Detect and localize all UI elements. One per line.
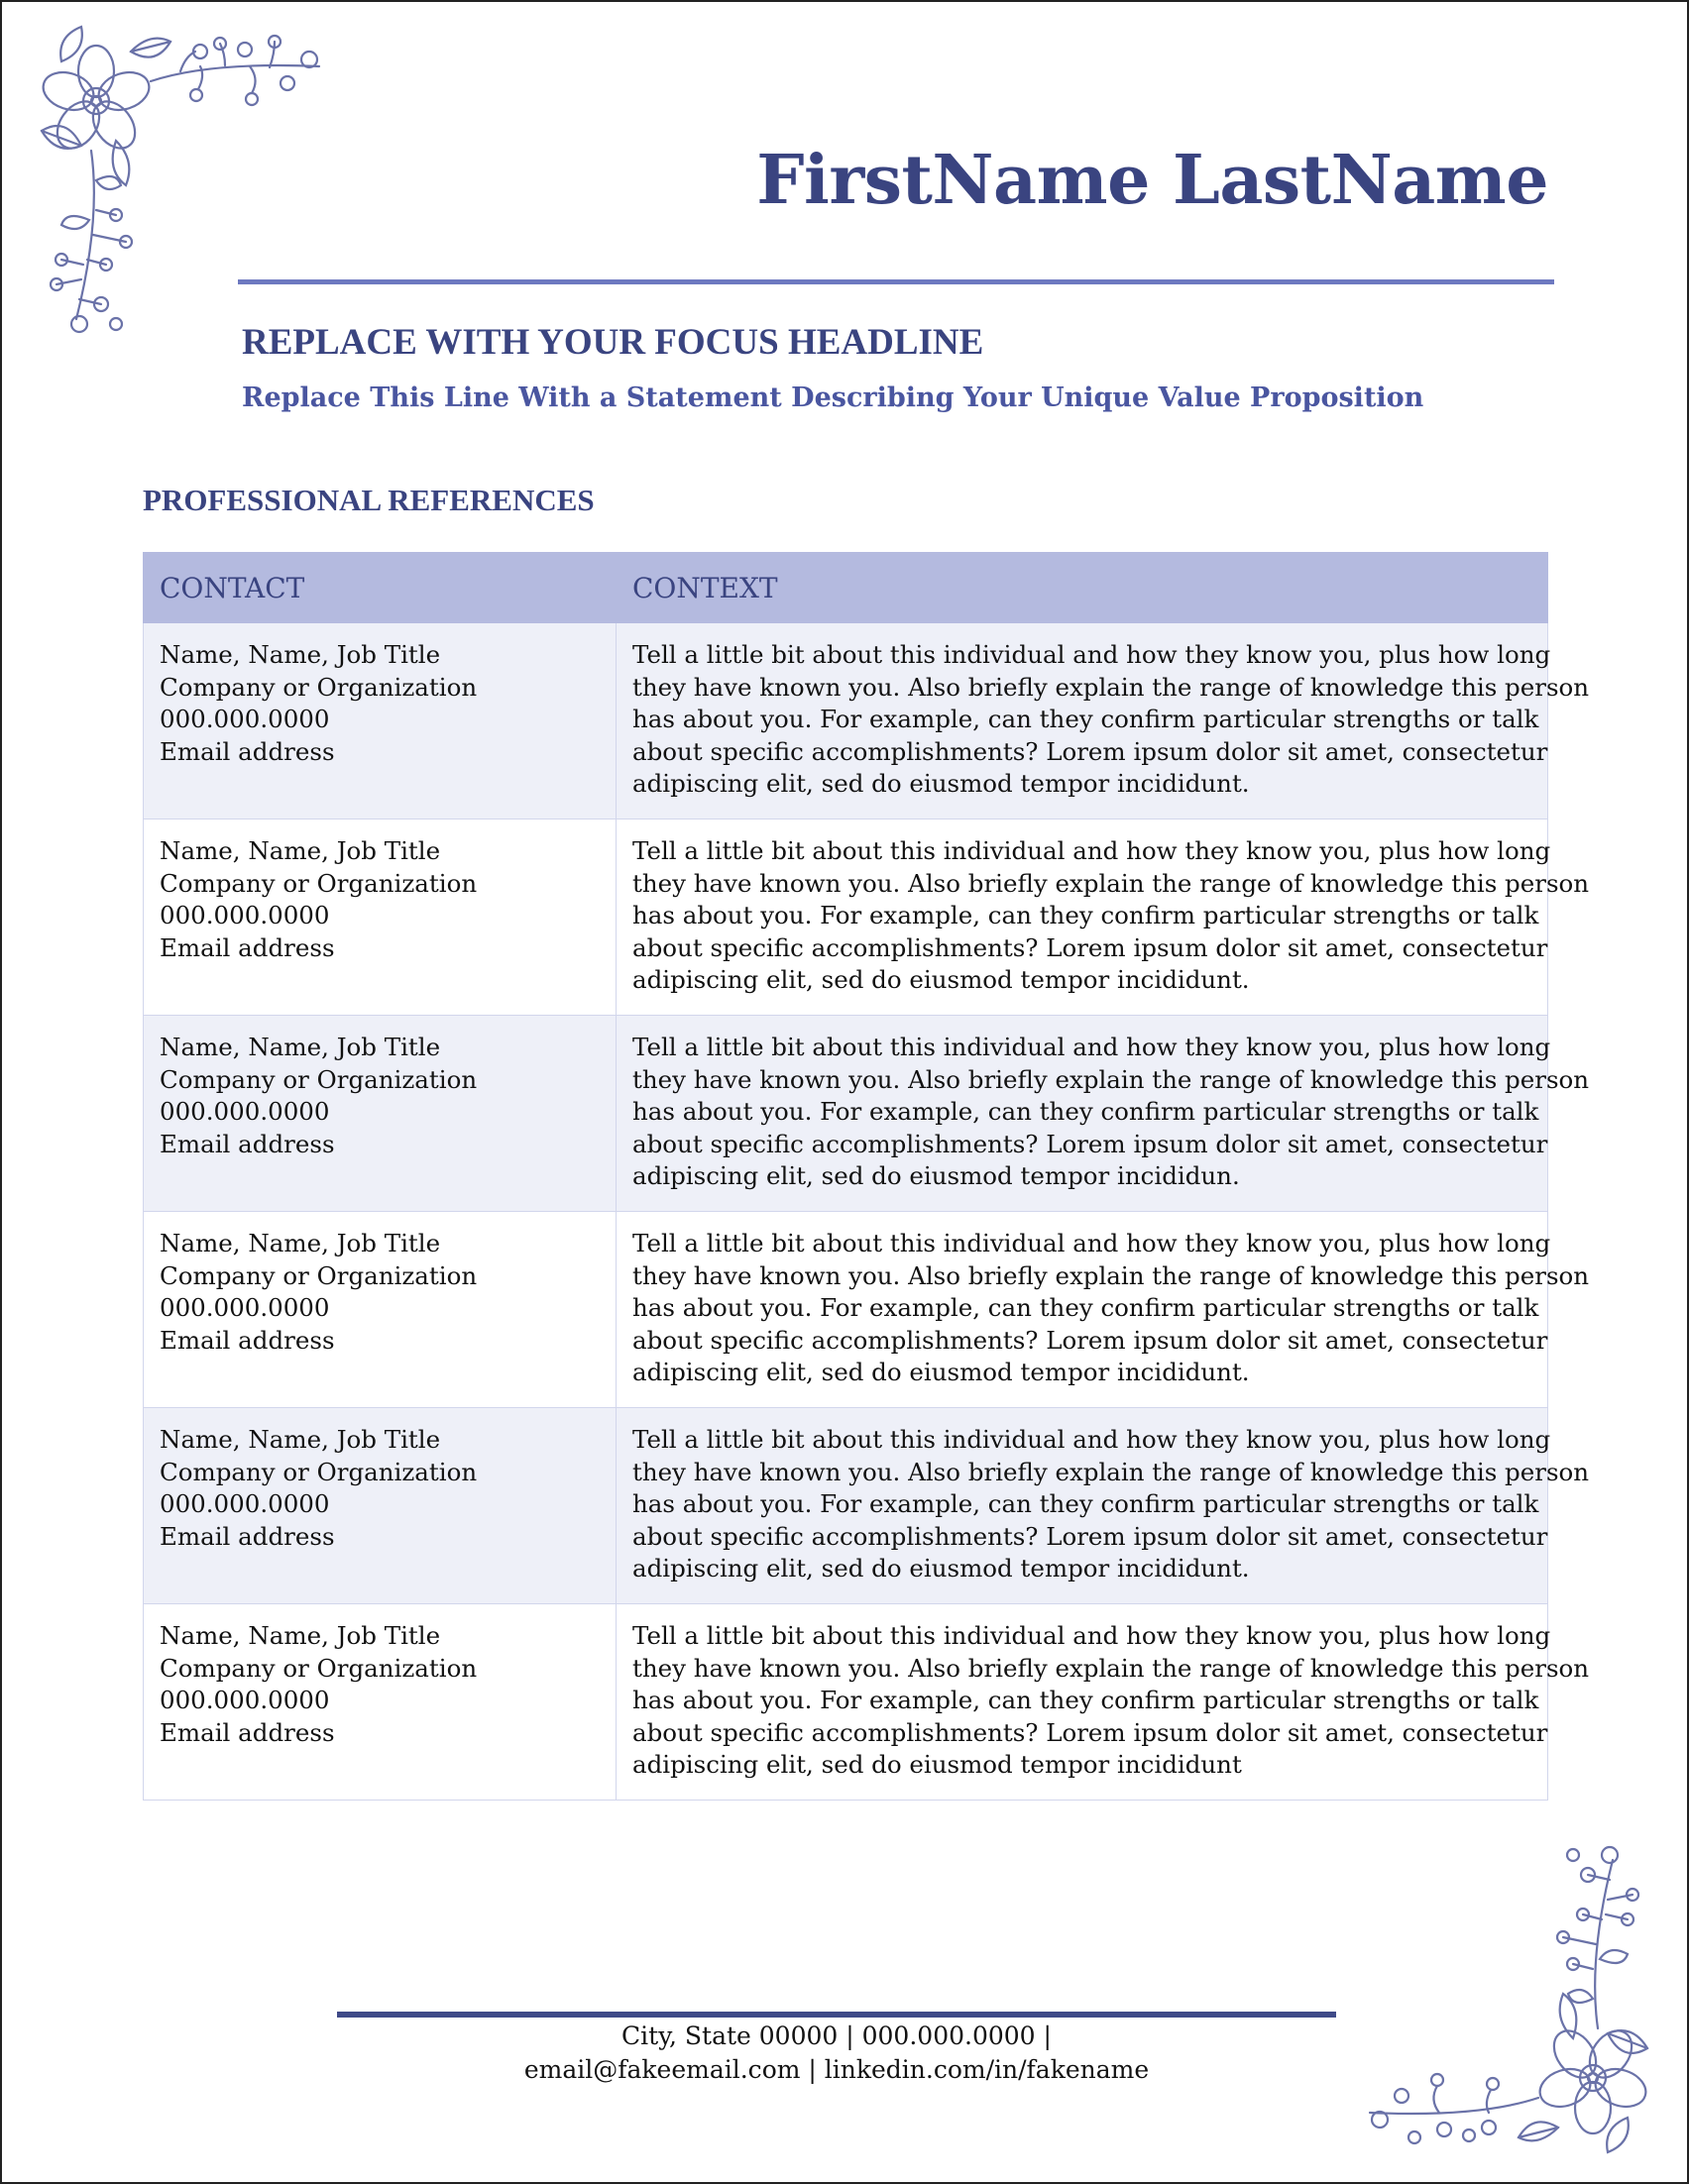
contact-line: 000.000.0000 — [160, 901, 330, 929]
context-line: Tell a little bit about this individual and how they know you, plus how long — [632, 1033, 1551, 1061]
context-line: they have known you. Also briefly explain the range of knowledge this person — [632, 672, 1590, 702]
context-line: adipiscing elit, sed do eiusmod tempor incididunt. — [632, 965, 1250, 994]
references-table — [143, 552, 1590, 1801]
focus-headline: REPLACE WITH YOUR FOCUS HEADLINE — [242, 322, 984, 363]
context-line: about specific accomplishments? Lorem ipsum dolor sit amet, consectetur — [632, 1325, 1548, 1355]
context-cell — [617, 1016, 1590, 1212]
context-line: about specific accomplishments? Lorem ipsum dolor sit amet, consectetur — [632, 1717, 1548, 1747]
context-line: adipiscing elit, sed do eiusmod tempor incididun. — [632, 1161, 1240, 1190]
context-line: about specific accomplishments? Lorem ipsum dolor sit amet, consectetur — [632, 736, 1548, 766]
table-header-row — [144, 553, 1548, 623]
table-row — [144, 1604, 1548, 1801]
context-line: has about you. For example, can they confirm particular strengths or talk — [632, 1686, 1539, 1714]
table-row — [144, 1016, 1548, 1212]
column-header-contact: CONTACT — [144, 553, 617, 623]
contact-line: 000.000.0000 — [160, 1489, 330, 1518]
floral-corner-icon — [1350, 1835, 1667, 2162]
contact-line: Name, Name, Job Title — [160, 640, 441, 669]
contact-line: Email address — [160, 1717, 335, 1747]
context-line: has about you. For example, can they confirm particular strengths or talk — [632, 1097, 1539, 1126]
table-row — [144, 1408, 1548, 1604]
contact-line: Company or Organization — [160, 868, 478, 898]
contact-line: Email address — [160, 1325, 335, 1355]
context-cell — [617, 1408, 1590, 1604]
contact-cell — [144, 1604, 617, 1801]
contact-line: Email address — [160, 1521, 335, 1551]
context-cell — [617, 819, 1590, 1016]
floral-corner-icon — [22, 22, 339, 339]
table-row — [144, 1212, 1548, 1408]
context-line: Tell a little bit about this individual and how they know you, plus how long — [632, 836, 1551, 865]
full-name: FirstName LastName — [756, 141, 1548, 220]
context-line: has about you. For example, can they confirm particular strengths or talk — [632, 705, 1539, 733]
contact-cell — [144, 1408, 617, 1604]
value-proposition: Replace This Line With a Statement Describing Your Unique Value Proposition — [242, 382, 1424, 413]
contact-line: Company or Organization — [160, 1653, 478, 1683]
table-row — [144, 819, 1548, 1016]
context-line: has about you. For example, can they confirm particular strengths or talk — [632, 901, 1539, 929]
context-line: adipiscing elit, sed do eiusmod tempor incididunt. — [632, 1554, 1250, 1583]
contact-line: Company or Organization — [160, 1064, 478, 1094]
context-line: Tell a little bit about this individual and how they know you, plus how long — [632, 640, 1551, 669]
footer-divider — [337, 2012, 1336, 2018]
context-line: adipiscing elit, sed do eiusmod tempor incididunt. — [632, 1358, 1250, 1386]
contact-line: Company or Organization — [160, 1457, 478, 1486]
section-title: PROFESSIONAL REFERENCES — [143, 483, 595, 517]
contact-line: 000.000.0000 — [160, 1293, 330, 1322]
context-line: they have known you. Also briefly explain the range of knowledge this person — [632, 1653, 1590, 1683]
context-line: about specific accomplishments? Lorem ipsum dolor sit amet, consectetur — [632, 932, 1548, 962]
context-line: Tell a little bit about this individual and how they know you, plus how long — [632, 1425, 1551, 1454]
contact-cell — [144, 1212, 617, 1408]
context-line: has about you. For example, can they confirm particular strengths or talk — [632, 1293, 1539, 1322]
context-line: about specific accomplishments? Lorem ipsum dolor sit amet, consectetur — [632, 1521, 1548, 1551]
context-line: about specific accomplishments? Lorem ipsum dolor sit amet, consectetur — [632, 1129, 1548, 1158]
contact-cell — [144, 1016, 617, 1212]
contact-line: Email address — [160, 1129, 335, 1158]
footer-contact-line: City, State 00000 | 000.000.0000 | — [621, 2021, 1052, 2050]
contact-line: Name, Name, Job Title — [160, 1229, 441, 1257]
contact-cell — [144, 623, 617, 819]
context-line: Tell a little bit about this individual and how they know you, plus how long — [632, 1229, 1551, 1257]
context-line: Tell a little bit about this individual and how they know you, plus how long — [632, 1621, 1551, 1650]
contact-line: 000.000.0000 — [160, 705, 330, 733]
context-line: adipiscing elit, sed do eiusmod tempor incididunt — [632, 1750, 1242, 1779]
contact-line: Company or Organization — [160, 672, 478, 702]
header-divider — [238, 279, 1554, 284]
references-body — [144, 623, 1590, 1801]
contact-line: Name, Name, Job Title — [160, 1621, 441, 1650]
context-line: they have known you. Also briefly explain the range of knowledge this person — [632, 868, 1590, 898]
context-line: adipiscing elit, sed do eiusmod tempor incididunt. — [632, 769, 1250, 798]
context-line: they have known you. Also briefly explain the range of knowledge this person — [632, 1260, 1590, 1290]
footer-web-line: email@fakeemail.com | linkedin.com/in/fakename — [523, 2055, 1150, 2084]
contact-cell — [144, 819, 617, 1016]
contact-line: Company or Organization — [160, 1260, 478, 1290]
contact-line: Email address — [160, 736, 335, 766]
contact-line: 000.000.0000 — [160, 1097, 330, 1126]
context-line: they have known you. Also briefly explain the range of knowledge this person — [632, 1064, 1590, 1094]
context-line: they have known you. Also briefly explain the range of knowledge this person — [632, 1457, 1590, 1486]
contact-line: 000.000.0000 — [160, 1686, 330, 1714]
contact-line: Email address — [160, 932, 335, 962]
table-row — [144, 623, 1548, 819]
contact-line: Name, Name, Job Title — [160, 1425, 441, 1454]
context-cell — [617, 623, 1590, 819]
context-cell — [617, 1212, 1590, 1408]
context-cell — [617, 1604, 1590, 1801]
contact-line: Name, Name, Job Title — [160, 1033, 441, 1061]
column-header-context: CONTEXT — [617, 553, 1548, 623]
contact-line: Name, Name, Job Title — [160, 836, 441, 865]
context-line: has about you. For example, can they confirm particular strengths or talk — [632, 1489, 1539, 1518]
